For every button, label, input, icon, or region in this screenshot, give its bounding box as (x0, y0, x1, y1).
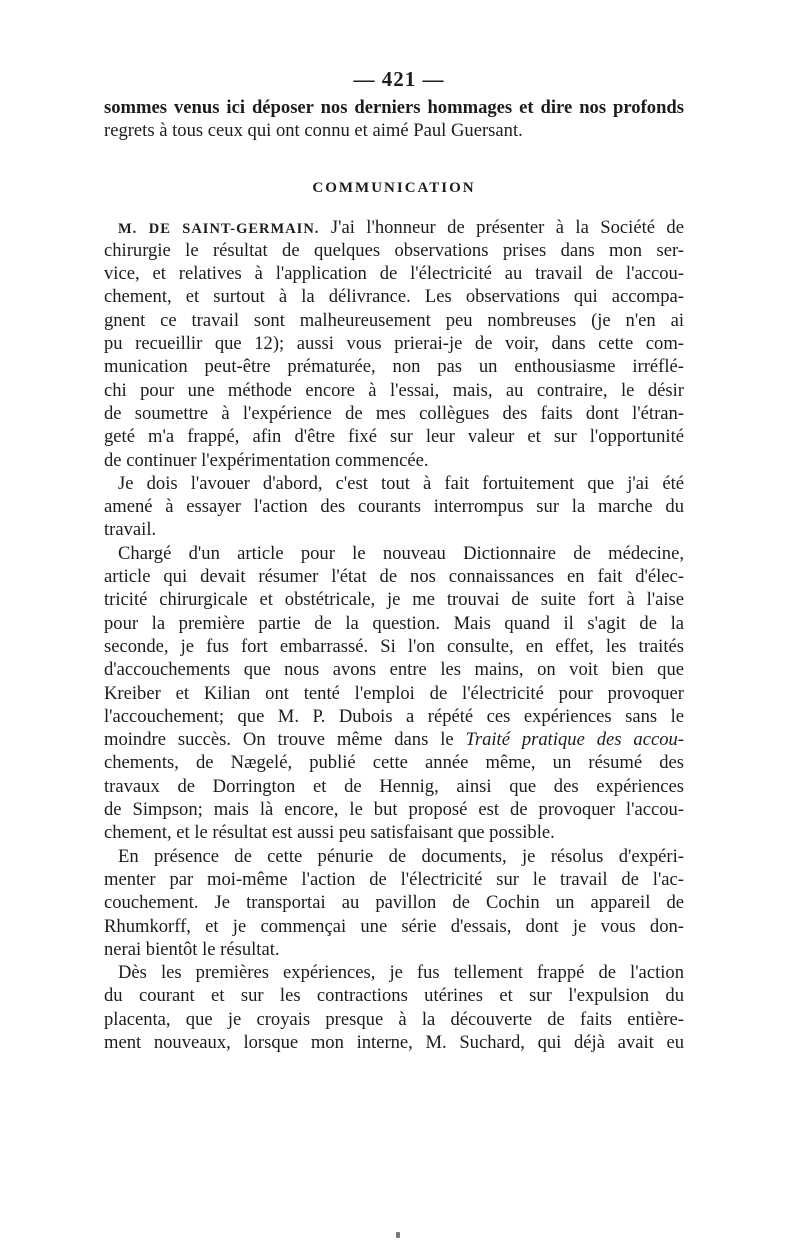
text-run: J'ai l'honneur de présenter à la Société de (330, 216, 684, 238)
text-line: chements, de Nægelé, publié cette année même, un résumé des (104, 752, 684, 774)
text-line: En présence de cette pénurie de documents, je résolus d'expéri- (118, 845, 684, 867)
text-line: geté m'a frappé, afin d'être fixé sur leur valeur et sur l'opportunité (104, 426, 684, 448)
text-line: Je dois l'avouer d'abord, c'est tout à fait fortuitement que j'ai été (118, 472, 684, 494)
text-line: de soumettre à l'expérience de mes collègues des faits dont l'étran- (104, 402, 684, 424)
text-line: chement, et le résultat est aussi peu satisfaisant que possible. (104, 822, 555, 844)
speaker-name: M. DE SAINT-GERMAIN. (118, 220, 320, 237)
opening-paragraph (104, 96, 684, 143)
italic-title: Traité pratique des accou- (465, 729, 684, 751)
text-line: munication peut-être prématurée, non pas un enthousiasme irréflé- (104, 356, 684, 378)
text-line (104, 216, 684, 239)
text-line: ment nouveaux, lorsque mon interne, M. Suchard, qui déjà avait eu (104, 1031, 684, 1053)
page (104, 64, 684, 1054)
page-number: — 421 — (353, 67, 445, 91)
text-line: pour la première partie de la question. Mais quand il s'agit de la (104, 612, 684, 634)
text-line: du courant et sur les contractions utérines et sur l'expulsion du (104, 985, 684, 1007)
text-line: de continuer l'expérimentation commencée. (104, 449, 429, 471)
paragraph-3 (104, 542, 684, 845)
section-title: COMMUNICATION (312, 179, 476, 196)
text-line: seconde, je fus fort embarrassé. Si l'on consulte, en effet, les traités (104, 635, 684, 657)
text-line: Dès les premières expériences, je fus tellement frappé de l'action (118, 962, 684, 984)
text-line: article qui devait résumer l'état de nos connaissances en fait d'élec- (104, 566, 684, 588)
text-line: regrets à tous ceux qui ont connu et aimé Paul Guersant. (104, 120, 523, 142)
text-line: gnent ce travail sont malheureusement peu nombreuses (je n'en ai (104, 309, 684, 331)
text-line: menter par moi-même l'action de l'électricité sur le travail de l'ac- (104, 868, 684, 890)
text-line: vice, et relatives à l'application de l'électricité au travail de l'accou- (104, 263, 684, 285)
text-line: de Simpson; mais là encore, le but proposé est de provoquer l'accou- (104, 799, 684, 821)
text-line: nerai bientôt le résultat. (104, 938, 280, 960)
text-run: d'accouchements que nous avons entre les mains, on voit bien que (104, 659, 684, 681)
text-line: Chargé d'un article pour le nouveau Dictionnaire de médecine, (118, 542, 684, 564)
text-line: pu recueillir que 12); aussi vous prierai-je de voir, dans cette com- (104, 333, 684, 355)
paragraph-1 (104, 216, 684, 472)
text-line (104, 728, 684, 751)
paragraph-2 (104, 472, 684, 542)
text-line: couchement. Je transportai au pavillon de Cochin un appareil de (104, 892, 684, 914)
text-line: chirurgie le résultat de quelques observations prises dans mon ser- (104, 239, 684, 261)
printer-mark (396, 1232, 400, 1238)
text-line: Kreiber et Kilian ont tenté l'emploi de l'électricité pour provoquer (104, 682, 684, 704)
paragraph-5 (104, 961, 684, 1054)
text-line: placenta, que je croyais presque à la découverte de faits entière- (104, 1008, 684, 1030)
text-line: tricité chirurgicale et obstétricale, je me trouvai de suite fort à l'aise (104, 589, 684, 611)
text-line: chi pour une méthode encore à l'essai, mais, au contraire, le désir (104, 379, 684, 401)
text-line: travail. (104, 519, 157, 541)
text-run: moindre succès. On trouve même dans le (104, 729, 466, 751)
text-line (104, 658, 684, 681)
text-line: Rhumkorff, et je commençai une série d'essais, dont je vous don- (104, 915, 684, 937)
text-line: l'accouchement; que M. P. Dubois a répété ces expériences sans le (104, 705, 684, 727)
text-line: chement, et surtout à la délivrance. Les observations qui accompa- (104, 286, 684, 308)
text-line: sommes venus ici déposer nos derniers hommages et dire nos profonds (104, 97, 684, 118)
paragraph-4 (104, 845, 684, 961)
text-line: amené à essayer l'action des courants interrompus sur la marche du (104, 496, 684, 518)
text-line: travaux de Dorrington et de Hennig, ainsi que des expériences (104, 775, 684, 797)
